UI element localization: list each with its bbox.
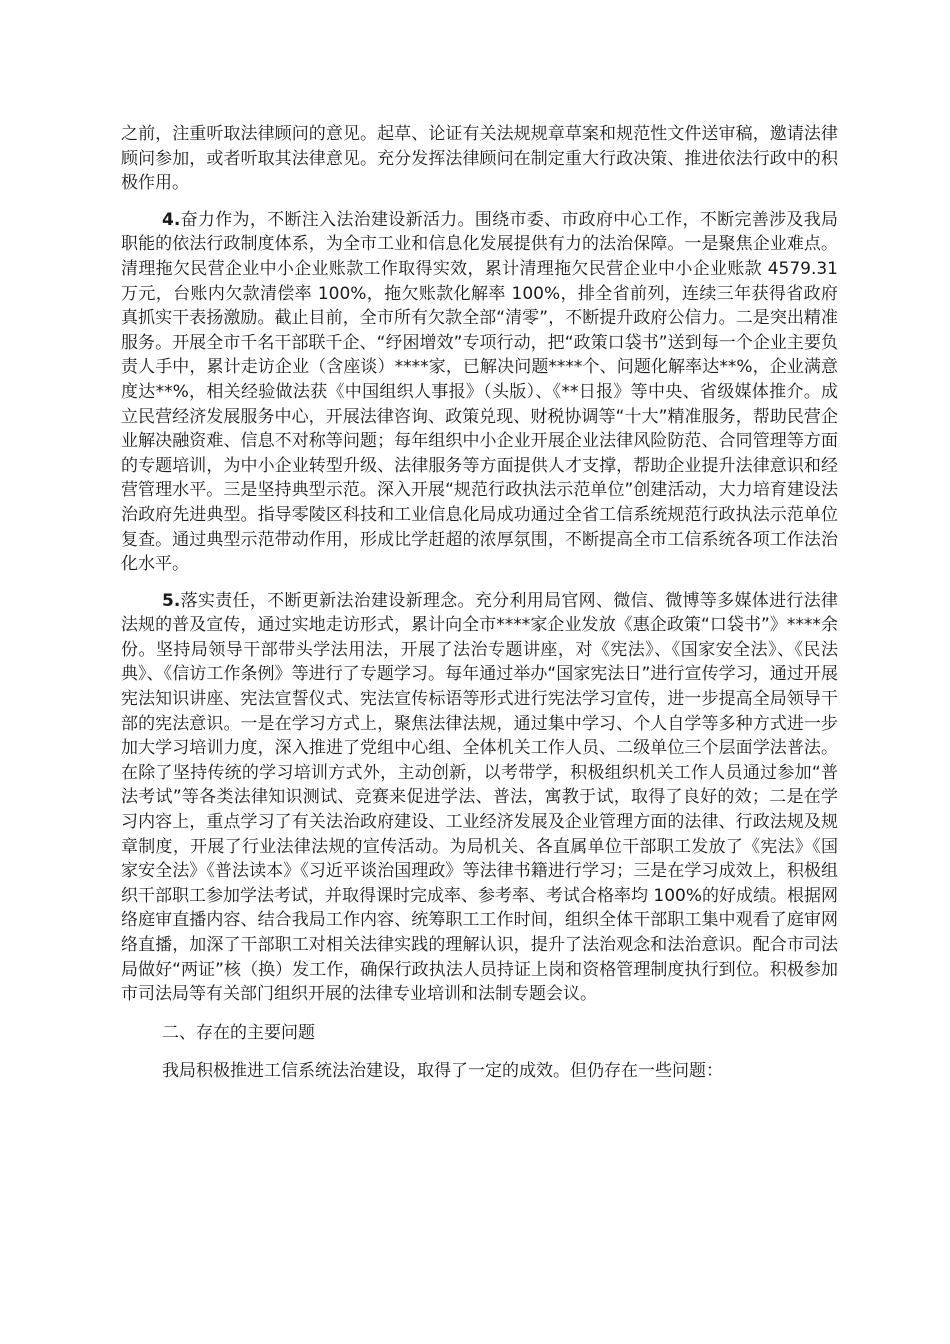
section-heading	[121, 1021, 838, 1046]
item-number: 4.	[162, 209, 181, 230]
paragraph-text: 奋力作为，不断注入法治建设新活力。围绕市委、市政府中心工作，不断完善涉及我局职能的依法行政制度体系，为全市工业和信息化发展提供有力的法治保障。一是聚焦企业难点。清理拖欠民营企业中小企业账款工作取得实效，累计清理拖欠民营企业中小企业账款 4579.31 万元，台账内欠款清偿率 100%，拖欠账款化解率 100%，排全省前列，连续三年获得省政府真抓实干表扬激励。截止目前，全市所有欠款全部“清零”，不断提升政府公信力。二是突出精准服务。开展全市千名干部联千企、“纾困增效”专项行动，把“政策口袋书”送到每一个企业主要负责人手中，累计走访企业（含座谈）****家，已解决问题****个、问题化解率达**%，企业满意度达**%，相关经验做法获《中国组织人事报》（头版）、《**日报》等中央、省级媒体推介。成立民营经济发展服务中心，开展法律咨询、政策兑现、财税协调等“十大”精准服务，帮助民营企业解决融资难、信息不对称等问题；每年组织中小企业开展企业法律风险防范、合同管理等方面的专题培训，为中小企业转型升级、法律服务等方面提供人才支撑，帮助企业提升法律意识和经营管理水平。三是坚持典型示范。深入开展“规范行政执法示范单位”创建活动，大力培育建设法治政府先进典型。指导零陵区科技和工业信息化局成功通过全省工信系统规范行政执法示范单位复查。通过典型示范带动作用，形成比学赶超的浓厚氛围，不断提高全市工信系统各项工作法治化水平。	[121, 209, 838, 575]
paragraph-continuation	[121, 122, 838, 196]
paragraph-text: 落实责任，不断更新法治建设新理念。充分利用局官网、微信、微博等多媒体进行法律法规的普及宣传，通过实地走访形式，累计向全市****家企业发放《惠企政策“口袋书”》****余份。坚持局领导干部带头学法用法，开展了法治专题讲座，对《宪法》、《国家安全法》、《民法典》、《信访工作条例》等进行了专题学习。每年通过举办“国家宪法日”进行宣传学习，通过开展宪法知识讲座、宪法宣誓仪式、宪法宣传标语等形式进行宪法学习宣传，进一步提高全局领导干部的宪法意识。一是在学习方式上，聚焦法律法规，通过集中学习、个人自学等多种方式进一步加大学习培训力度，深入推进了党组中心组、全体机关工作人员、二级单位三个层面学法普法。在除了坚持传统的学习培训方式外，主动创新，以考带学，积极组织机关工作人员通过参加“普法考试”等各类法律知识测试、竞赛来促进学法、普法，寓教于试，取得了良好的效；二是在学习内容上，重点学习了有关法治政府建设、工业经济发展及企业管理方面的法律、行政法规及规章制度，开展了行业法律法规的宣传活动。为局机关、各直属单位干部职工发放了《宪法》《国家安全法》《普法读本》《习近平谈治国理政》等法律书籍进行学习；三是在学习成效上，积极组织干部职工参加学法考试，并取得课时完成率、参考率、考试合格率均 100%的好成绩。根据网络庭审直播内容、结合我局工作内容、统筹职工工作时间，组织全体干部职工集中观看了庭审网络直播，加深了干部职工对相关法律实践的理解认识，提升了法治观念和法治意识。配合市司法局做好“两证”核（换）发工作，确保行政执法人员持证上岗和资格管理制度执行到位。积极参加市司法局等有关部门组织开展的法律专业培训和法制专题会议。	[121, 590, 839, 1005]
section-heading-text: 二、存在的主要问题	[162, 1022, 315, 1043]
paragraph-item-4	[121, 208, 838, 577]
item-number: 5.	[162, 590, 181, 611]
document-page	[121, 122, 838, 1084]
paragraph-intro	[121, 1059, 838, 1084]
paragraph-text: 之前，注重听取法律顾问的意见。起草、论证有关法规规章草案和规范性文件送审稿，邀请法律顾问参加，或者听取其法律意见。充分发挥法律顾问在制定重大行政决策、推进依法行政中的积极作用。	[121, 124, 838, 194]
paragraph-item-5	[121, 589, 838, 1007]
paragraph-text: 我局积极推进工信系统法治建设，取得了一定的成效。但仍存在一些问题：	[162, 1061, 723, 1082]
